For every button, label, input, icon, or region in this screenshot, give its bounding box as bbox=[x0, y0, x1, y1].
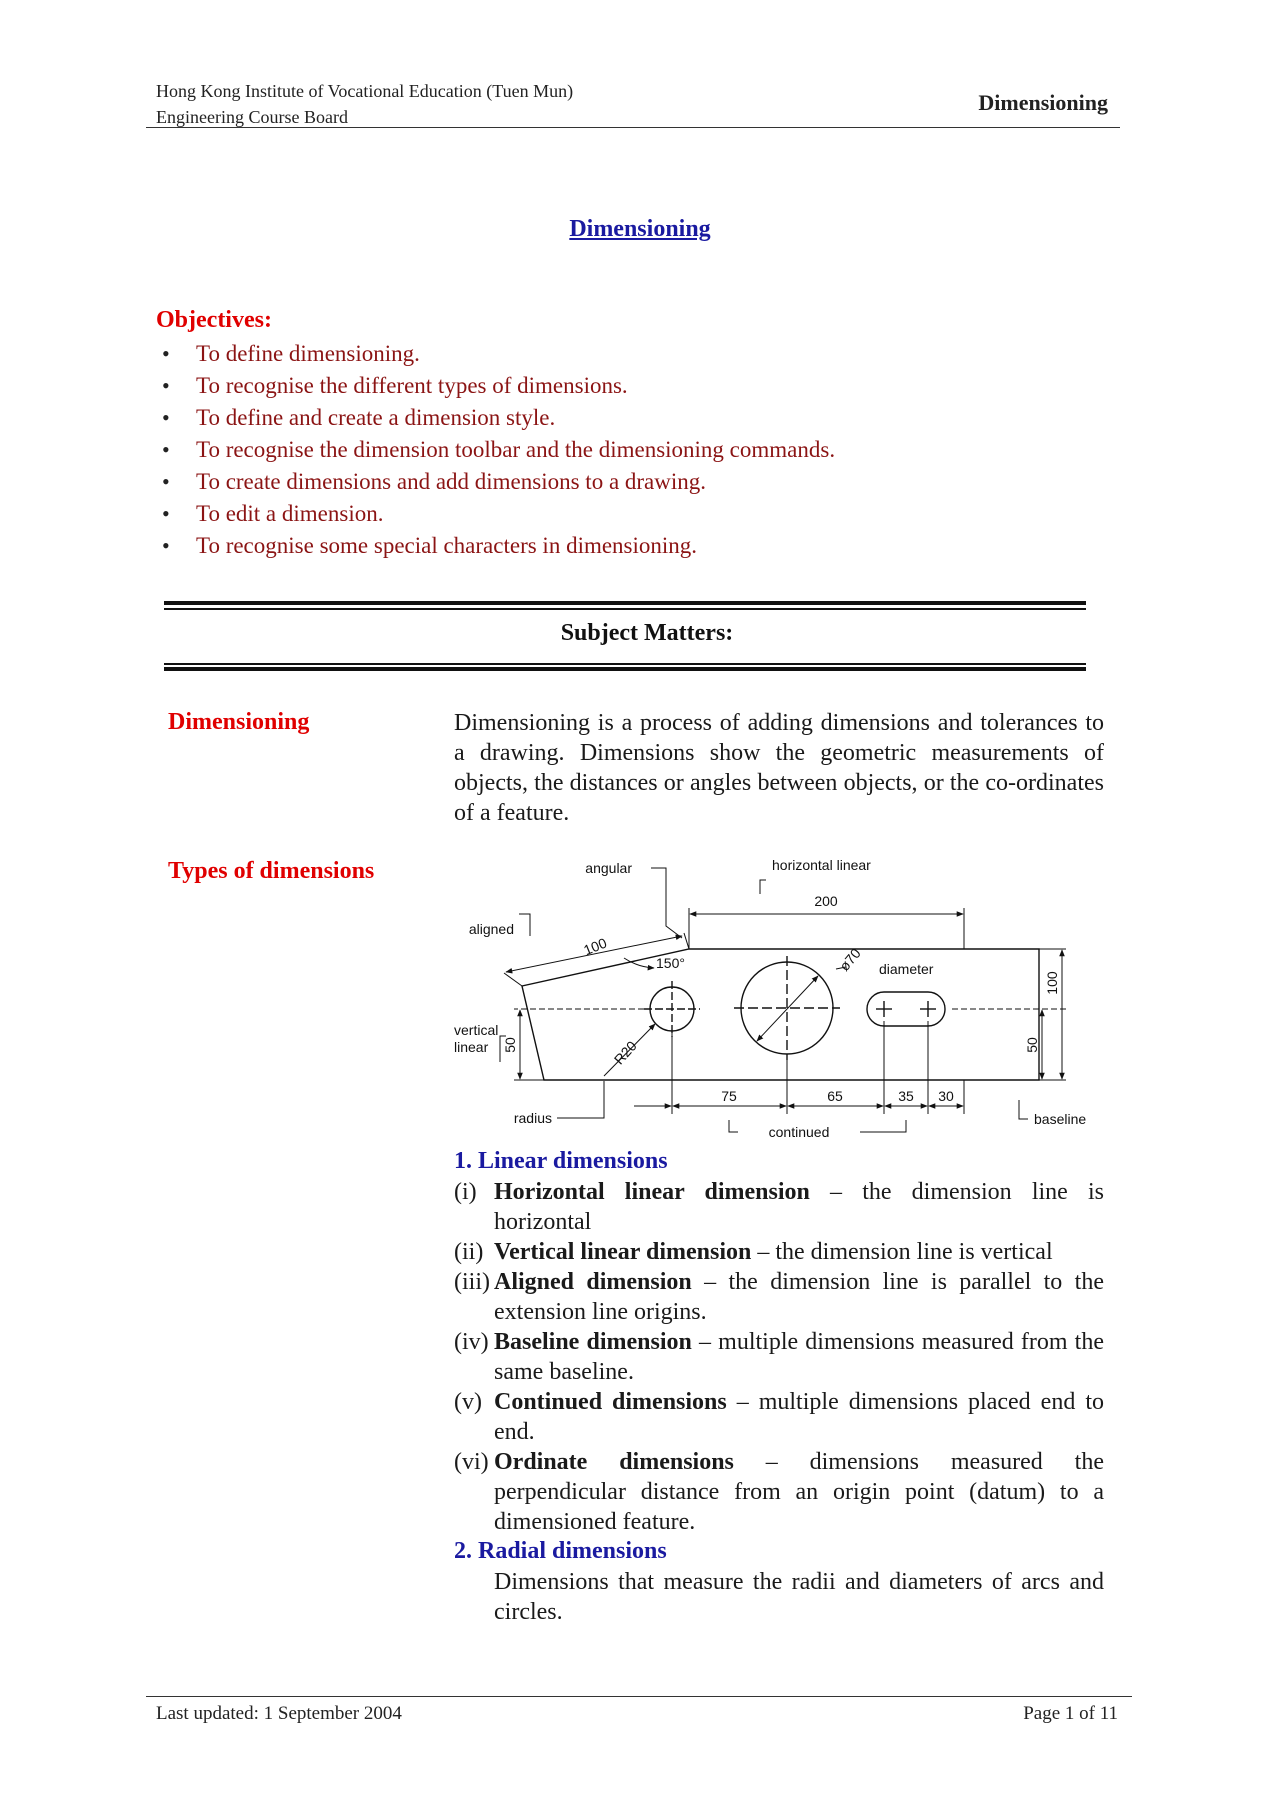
list-item: • To create dimensions and add dimensions to a drawing. bbox=[156, 466, 835, 498]
value-c65: 65 bbox=[827, 1088, 843, 1104]
radial-dimensions-heading: 2. Radial dimensions bbox=[454, 1538, 667, 1564]
radial-paragraph: Dimensions that measure the radii and diameters of arcs and circles. bbox=[494, 1569, 1104, 1625]
rule-thick-bottom bbox=[164, 667, 1086, 671]
list-item: • To edit a dimension. bbox=[156, 498, 835, 530]
value-angle-150: 150° bbox=[656, 955, 685, 971]
footer-divider bbox=[146, 1696, 1132, 1697]
objectives-list bbox=[156, 338, 835, 562]
list-item: (ii) Vertical linear dimension – the dimension line is vertical bbox=[454, 1239, 1053, 1265]
label-angular: angular bbox=[585, 860, 632, 876]
label-continued: continued bbox=[768, 1124, 830, 1140]
label-radius: radius bbox=[513, 1110, 552, 1126]
list-item: (iv) Baseline dimension – multiple dimensions measured from the same baseline. bbox=[454, 1329, 1105, 1385]
header-institute: Hong Kong Institute of Vocational Education (Tuen Mun) bbox=[156, 81, 574, 101]
value-dia-70: ø70 bbox=[836, 945, 864, 974]
page-title: Dimensioning bbox=[569, 216, 711, 242]
objectives-heading: Objectives: bbox=[156, 307, 272, 333]
value-r20: R20 bbox=[610, 1037, 640, 1068]
value-v50: 50 bbox=[502, 1037, 518, 1053]
rule-thin-bottom bbox=[164, 663, 1086, 665]
list-item: • To recognise the dimension toolbar and the dimensioning commands. bbox=[156, 434, 835, 466]
label-baseline: baseline bbox=[1034, 1111, 1087, 1127]
value-v50-right: 50 bbox=[1024, 1037, 1040, 1053]
header-institute-block bbox=[156, 78, 573, 130]
list-item: (vi) Ordinate dimensions – dimensions measured the perpendicular distance from an origin point (datum) to a dimensioned feature. bbox=[454, 1449, 1104, 1535]
linear-dimensions-heading: 1. Linear dimensions bbox=[454, 1148, 668, 1174]
dimensioning-paragraph: Dimensioning is a process of adding dimensions and tolerances to a drawing. Dimensions show the geometric measurements of objects, the distances or angles between objects, or the co-ordinates of a feature. bbox=[454, 710, 1104, 826]
value-aligned-100: 100 bbox=[581, 934, 609, 959]
label-aligned: aligned bbox=[468, 921, 514, 937]
value-v100: 100 bbox=[1044, 971, 1060, 995]
header-topic: Dimensioning bbox=[978, 90, 1108, 115]
value-c75: 75 bbox=[721, 1088, 737, 1104]
header-divider bbox=[146, 127, 1120, 128]
list-item: (iii) Aligned dimension – the dimension line is parallel to the extension line origins. bbox=[454, 1269, 1104, 1325]
list-item: • To recognise the different types of dimensions. bbox=[156, 370, 835, 402]
rule-thin-top bbox=[164, 608, 1086, 610]
label-vertical-2: linear bbox=[454, 1039, 489, 1055]
list-item: (v) Continued dimensions – multiple dimensions placed end to end. bbox=[454, 1389, 1104, 1445]
list-item: • To define dimensioning. bbox=[156, 338, 835, 370]
value-c30: 30 bbox=[938, 1088, 954, 1104]
list-item: • To define and create a dimension style. bbox=[156, 402, 835, 434]
section-label-dimensioning: Dimensioning bbox=[168, 709, 310, 735]
dimension-types-diagram bbox=[454, 856, 1104, 1156]
header-board: Engineering Course Board bbox=[156, 107, 348, 127]
value-200: 200 bbox=[814, 893, 838, 909]
footer-page-number: Page 1 of 11 bbox=[1023, 1703, 1118, 1724]
list-item: (i) Horizontal linear dimension – the dimension line is horizontal bbox=[454, 1179, 1104, 1235]
label-diameter: diameter bbox=[879, 961, 934, 977]
subject-heading: Subject Matters: bbox=[560, 620, 734, 646]
object-outline bbox=[522, 949, 1039, 1080]
list-item: • To recognise some special characters in dimensioning. bbox=[156, 530, 835, 562]
section-label-types: Types of dimensions bbox=[168, 858, 375, 884]
rule-thick-top bbox=[164, 601, 1086, 605]
value-c35: 35 bbox=[898, 1088, 914, 1104]
label-vertical-1: vertical bbox=[454, 1022, 499, 1038]
footer-updated: Last updated: 1 September 2004 bbox=[156, 1703, 402, 1724]
label-horizontal-linear: horizontal linear bbox=[772, 857, 871, 873]
